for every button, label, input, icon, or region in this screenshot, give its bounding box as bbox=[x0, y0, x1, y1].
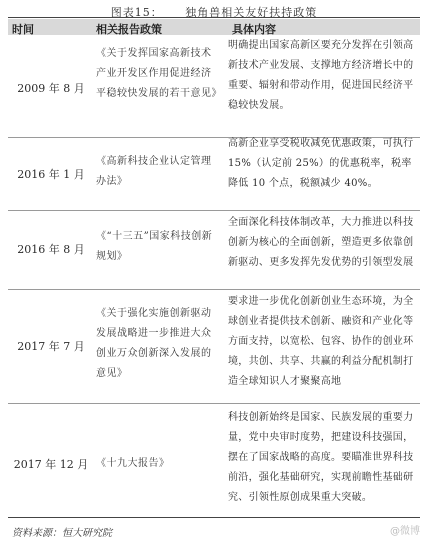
table-row bbox=[8, 404, 420, 516]
row-report: 《关于发挥国家高新技术产业开发区作用促进经济平稳较快发展的若干意见》 bbox=[96, 48, 222, 99]
table-row bbox=[8, 211, 420, 290]
row-date: 2016 年 8 月 bbox=[17, 243, 85, 256]
row-content: 全面深化科技体制改革，大力推进以科技创新为核心的全面创新，塑造更多依靠创新驱动、更多发挥先发优势的引领型发展 bbox=[228, 217, 414, 268]
table-top-rule bbox=[8, 17, 420, 18]
row-report: 《高新科技企业认定管理办法》 bbox=[96, 156, 212, 187]
weibo-watermark: @微博 bbox=[390, 526, 420, 537]
row-date: 2009 年 8 月 bbox=[17, 82, 85, 95]
row-content: 要求进一步优化创新创业生态环境，为全球创业者提供技术创新、融资和产业化等方面支持，以宽松、包容、协作的创业环境，共创、共享、共赢的利益分配机制打造全球知识人才聚聚高地 bbox=[228, 296, 414, 387]
table-bottom-rule bbox=[8, 517, 420, 518]
caption-number: 图表15： bbox=[110, 6, 163, 19]
row-report: 《关于强化实施创新驱动发展战略进一步推进大众创业万众创新深入发展的意见》 bbox=[96, 308, 212, 379]
table-header bbox=[8, 19, 420, 35]
row-content: 明确提出国家高新区要充分发挥在引领高新技术产业发展、支撑地方经济增长中的重要、辐射和带动作用，促进国民经济平稳较快发展。 bbox=[228, 40, 414, 111]
row-date: 2017 年 7 月 bbox=[17, 340, 85, 353]
header-report: 相关报告政策 bbox=[96, 23, 162, 36]
caption-title: 独角兽相关友好扶持政策 bbox=[185, 6, 318, 19]
row-report: 《十九大报告》 bbox=[96, 458, 170, 469]
row-date: 2017 年 12 月 bbox=[13, 458, 89, 471]
header-content: 具体内容 bbox=[232, 23, 276, 36]
row-report: 《“十三五”国家科技创新规划》 bbox=[96, 231, 213, 262]
row-content: 高新企业享受税收减免优惠政策，可执行 15%（认定前 25%）的优惠税率，税率降低 10 个点，税额减少 40%。 bbox=[228, 138, 414, 189]
source-note: 资料来源：恒大研究院 bbox=[12, 528, 112, 539]
table-row bbox=[8, 36, 420, 138]
row-date: 2016 年 1 月 bbox=[17, 168, 85, 181]
header-time: 时间 bbox=[12, 23, 34, 36]
table-row bbox=[8, 138, 420, 211]
table-row bbox=[8, 290, 420, 404]
row-content: 科技创新始终是国家、民族发展的重要力量，党中央审时度势，把建设科技强国，摆在了国家战略的高度。要瞄准世界科技前沿，强化基础研究，实现前瞻性基础研究、引领性原创成果重大突破。 bbox=[228, 412, 414, 503]
